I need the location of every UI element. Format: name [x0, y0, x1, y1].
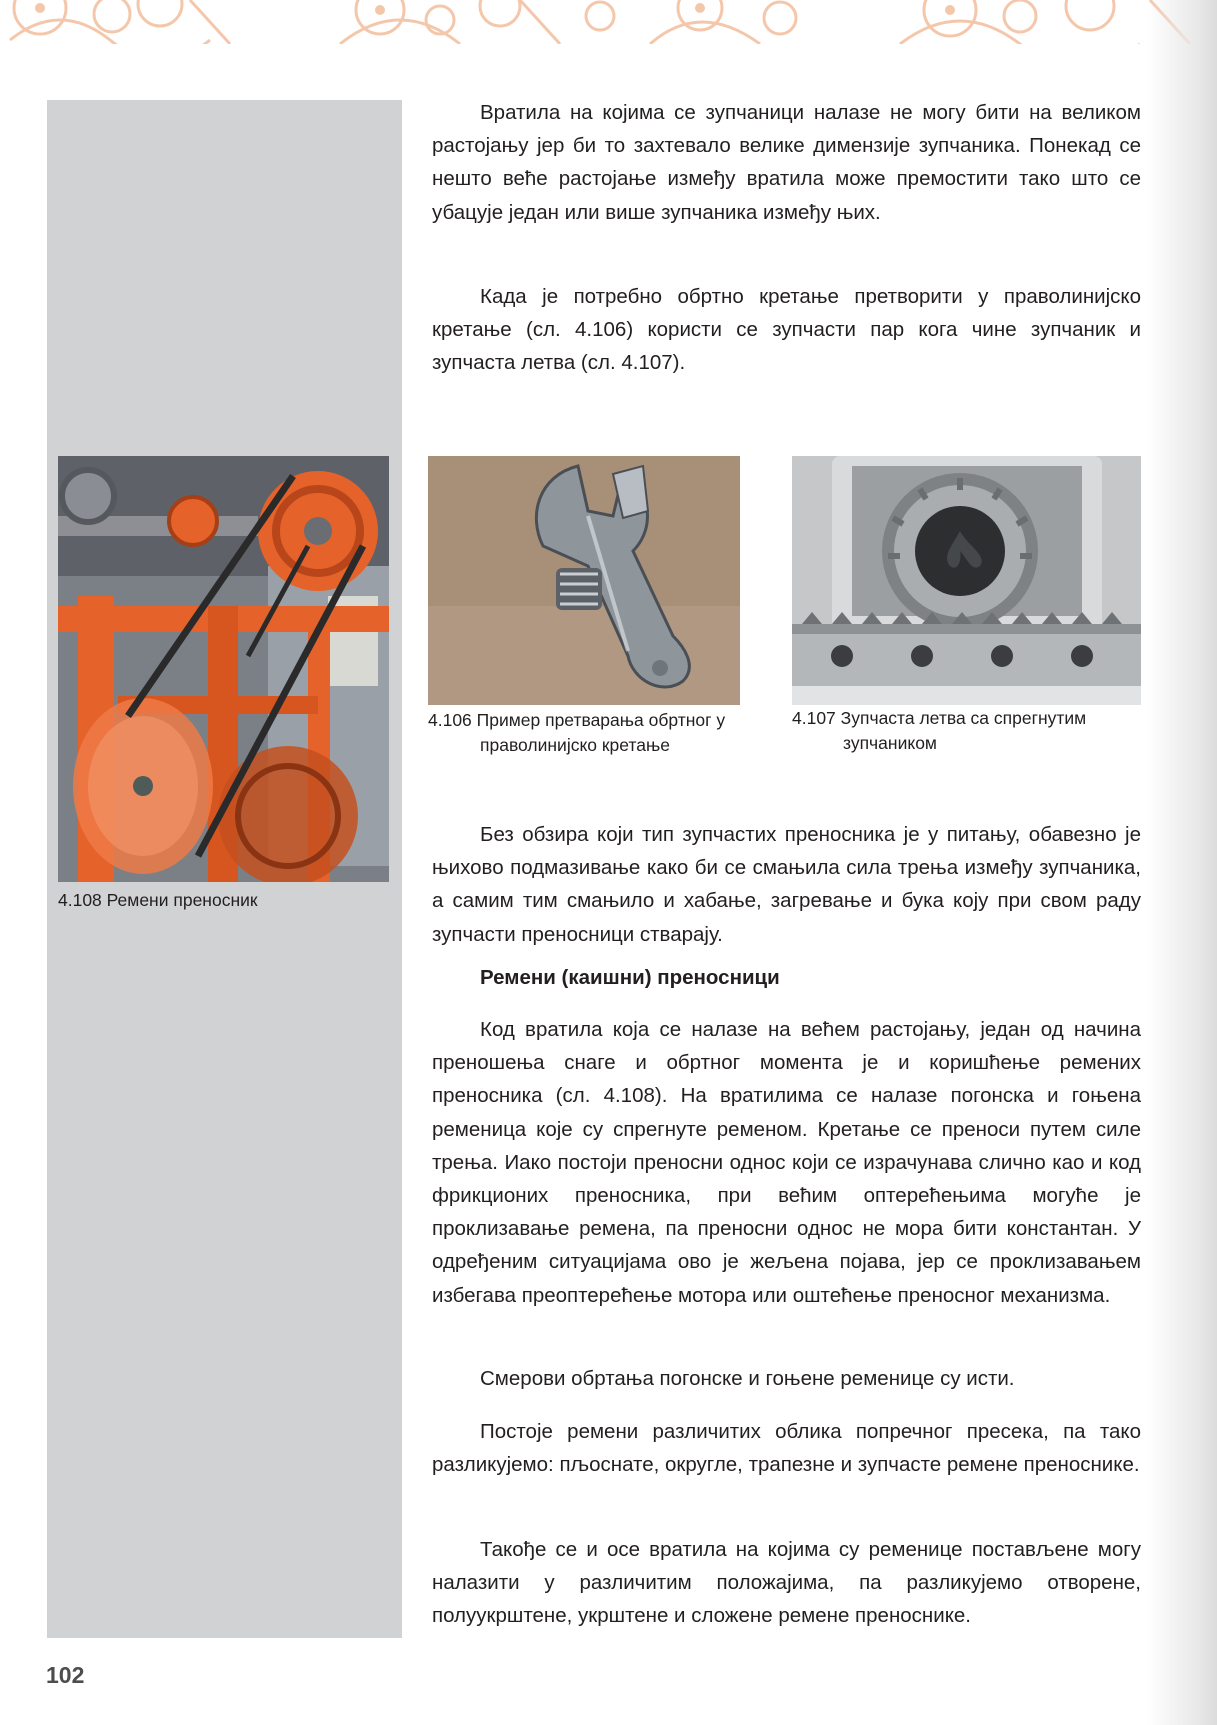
rack-pinion-illustration [792, 456, 1141, 705]
paragraph-rotation-direction: Смерови обртања погонске и гоњене ременице су исти. [480, 1367, 1015, 1390]
figure-adjustable-wrench [428, 456, 740, 705]
section-heading: Ремени (каишни) преносници [480, 966, 780, 989]
page-number: 102 [46, 1662, 85, 1688]
ornament-pattern-icon [0, 0, 1217, 44]
paragraph-gear-distance: Вратила на којима се зупчаници налазе не могу бити на великом растојању јер би то захтевало велике димензије зупчаника. Понекад се нешто веће растојање између вратила може премостити тако што се убацује један или више зупчаника између њих. [432, 101, 1141, 224]
figure-belt-drive [58, 456, 389, 882]
paragraph-belt-intro: Код вратила која се налазе на већем растојању, један од начина преношења снаге и обртног момента је и коришћење ремених преносника (сл. 4.108). На вратилима се налазе погонска и гоњена ременица које су спрегнуте ременом. Кретање се преноси путем силе трења. Иако постоји преносни однос који се израчунава слично као и код фрикционих преносника, при већим оптерећењима могуће је проклизавање ремена, па преносни однос не мора бити константан. У одређеним ситуацијама ово је жељена појава, јер се проклизавањем избегава преоптерећење мотора или оштећење преносног механизма. [432, 1018, 1141, 1307]
wrench-illustration [428, 456, 740, 705]
figure-caption-4-108: 4.108 Ремени преносник [58, 890, 258, 910]
paragraph-belt-types: Постоје ремени различитих облика попречног пресека, па тако разликујемо: пљоснате, округле, трапезне и зупчасте ремене преноснике. [432, 1420, 1141, 1477]
figure-caption-4-107-line1: 4.107 Зупчаста летва са спрегнутим [792, 708, 1087, 728]
belt-drive-illustration [58, 456, 389, 882]
paragraph-lubrication: Без обзира који тип зупчастих преносника је у питању, обавезно је њихово подмазивање како би се смањила сила трења између зупчаника, а самим тим смањило и хабање, загревање и бука коју при свом раду зупчасти преносници стварају. [432, 823, 1141, 946]
header-ornament [0, 0, 1217, 44]
figure-rack-and-pinion [792, 456, 1141, 705]
paragraph-rack-conversion: Када је потребно обртно кретање претворити у праволинијско кретање (сл. 4.106) користи се зупчасти пар кога чине зупчаник и зупчаста летва (сл. 4.107). [432, 285, 1141, 375]
paragraph-axis-positions: Такође се и осе вратила на којима су ременице постављене могу налазити у различитим положајима, па разликујемо отворене, полуукрштене, укрштене и сложене ремене преноснике. [432, 1538, 1141, 1628]
page-edge-shadow [1147, 0, 1217, 1725]
figure-caption-4-107-line2: зупчаником [843, 733, 937, 753]
figure-caption-4-106-line2: праволинијско кретање [480, 735, 670, 755]
figure-caption-4-106-line1: 4.106 Пример претварања обртног у [428, 710, 726, 730]
